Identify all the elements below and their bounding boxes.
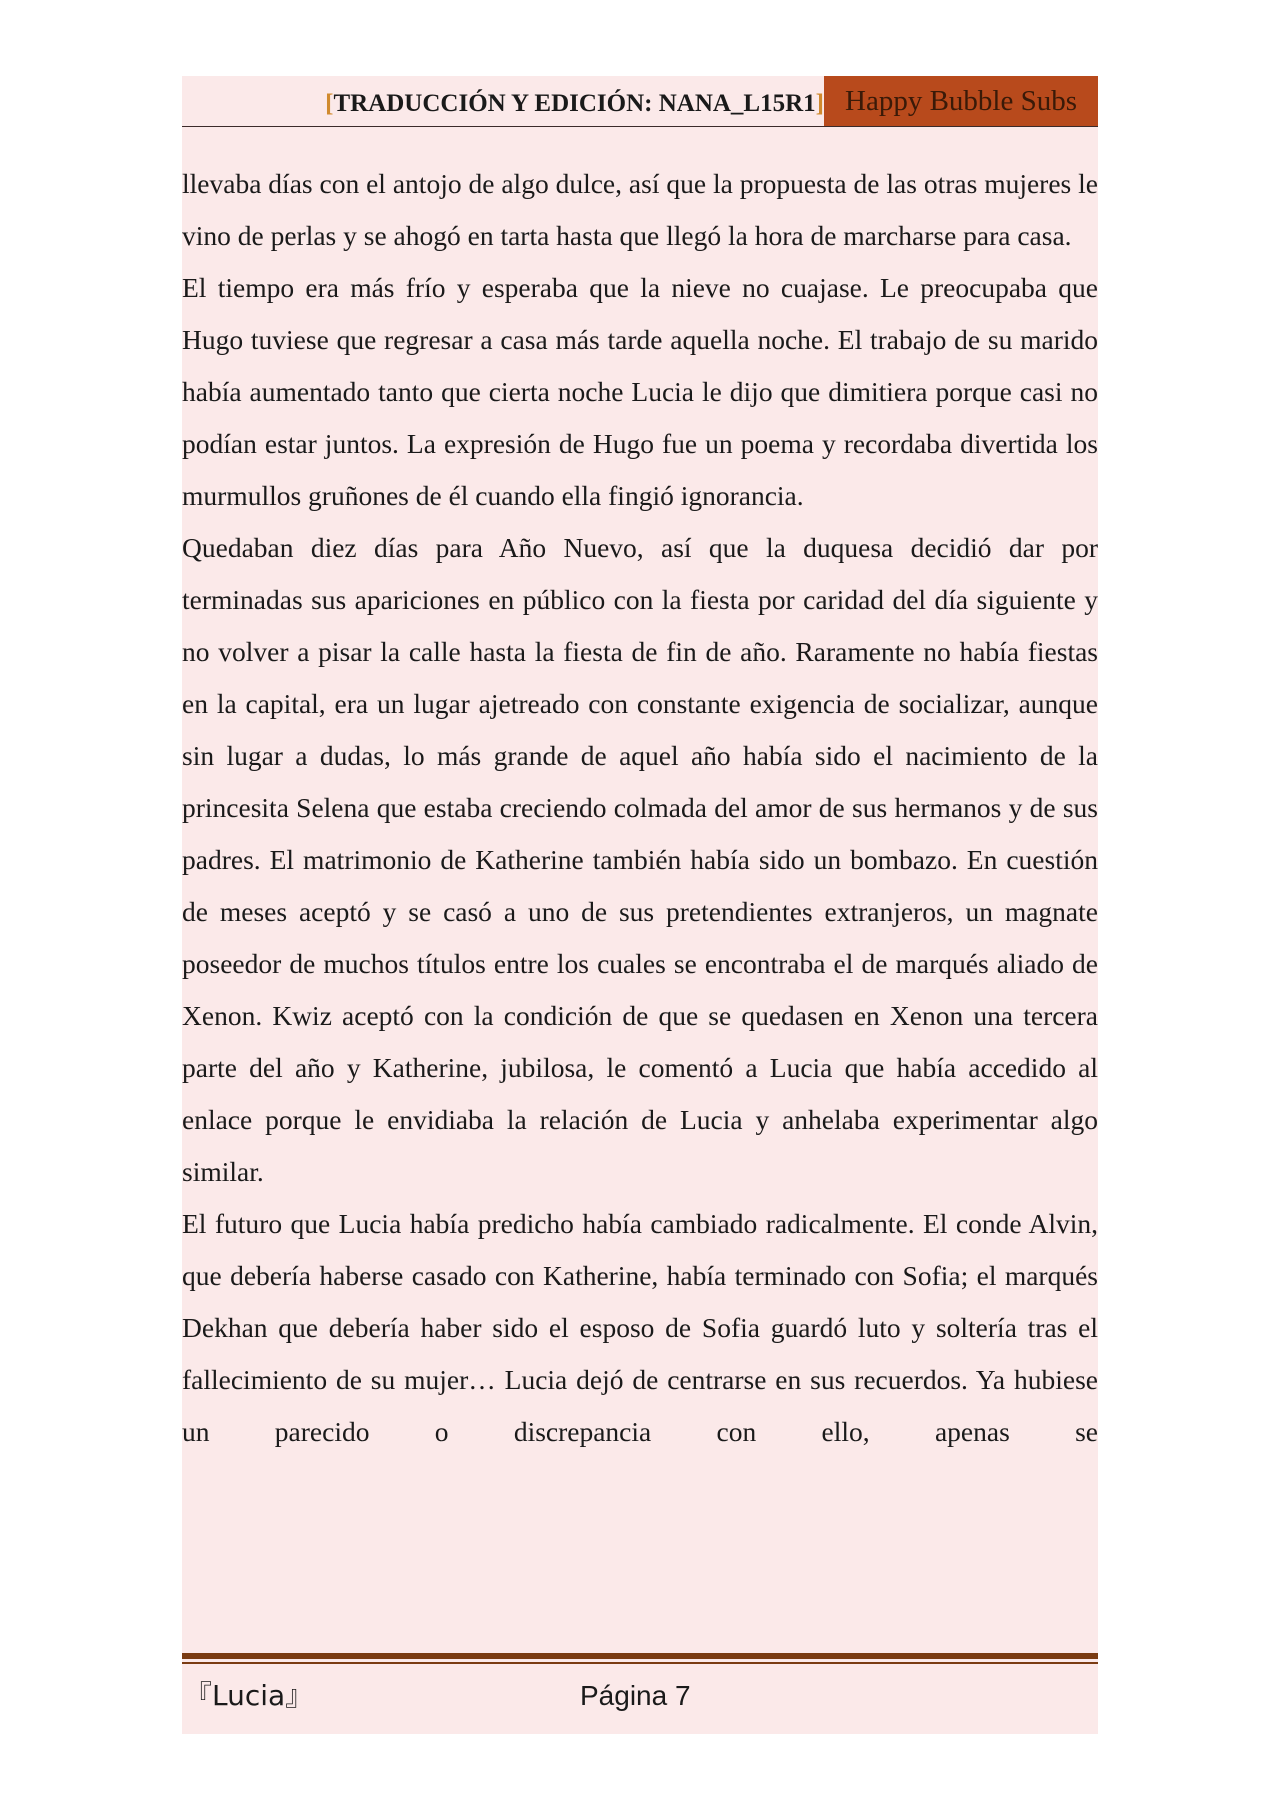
translation-credit xyxy=(182,76,824,126)
footer-rule-thin xyxy=(182,1662,1098,1664)
document-page xyxy=(182,76,1098,1734)
bracket-open: [ xyxy=(325,90,334,117)
footer-page-number: Página 7 xyxy=(580,1680,691,1711)
paragraph-4: El futuro que Lucia había predicho había cambiado radicalmente. El conde Alvin, que debería haberse casado con Katherine, había terminado con Sofia; el marqués Dekhan que debería haber sido el esposo de Sofia guardó luto y soltería tras el fallecimiento de su mujer… Lucia dejó de centrarse en sus recuerdos. Ya hubiese un parecido o discrepancia con ello, apenas se xyxy=(182,1208,1098,1447)
paragraph-1: llevaba días con el antojo de algo dulce, así que la propuesta de las otras mujeres le vino de perlas y se ahogó en tarta hasta que llegó la hora de marcharse para casa. xyxy=(182,168,1098,251)
group-name-banner: Happy Bubble Subs xyxy=(824,76,1098,126)
credit-text: TRADUCCIÓN Y EDICIÓN: NANA_L15R1 xyxy=(333,90,816,117)
page-header xyxy=(182,76,1098,127)
paragraph-3: Quedaban diez días para Año Nuevo, así que la duquesa decidió dar por terminadas sus apariciones en público con la fiesta por caridad del día siguiente y no volver a pisar la calle hasta la fiesta de fin de año. Raramente no había fiestas en la capital, era un lugar ajetreado con constante exigencia de socializar, aunque sin lugar a dudas, lo más grande de aquel año había sido el nacimiento de la princesita Selena que estaba creciendo colmada del amor de sus hermanos y de sus padres. El matrimonio de Katherine también había sido un bombazo. En cuestión de meses aceptó y se casó a uno de sus pretendientes extranjeros, un magnate poseedor de muchos títulos entre los cuales se encontraba el de marqués aliado de Xenon. Kwiz aceptó con la condición de que se quedasen en Xenon una tercera parte del año y Katherine, jubilosa, le comentó a Lucia que había accedido al enlace porque le envidiaba la relación de Lucia y anhelaba experimentar algo similar. xyxy=(182,532,1098,1187)
bracket-close: ] xyxy=(815,90,824,117)
footer-book-title: 『Lucia』 xyxy=(184,1679,314,1712)
paragraph-2: El tiempo era más frío y esperaba que la nieve no cuajase. Le preocupaba que Hugo tuviese que regresar a casa más tarde aquella noche. El trabajo de su marido había aumentado tanto que cierta noche Lucia le dijo que dimitiera porque casi no podían estar juntos. La expresión de Hugo fue un poema y recordaba divertida los murmullos gruñones de él cuando ella fingió ignorancia. xyxy=(182,272,1098,511)
body-text xyxy=(182,158,1098,1458)
footer-rule-thick xyxy=(182,1653,1098,1659)
